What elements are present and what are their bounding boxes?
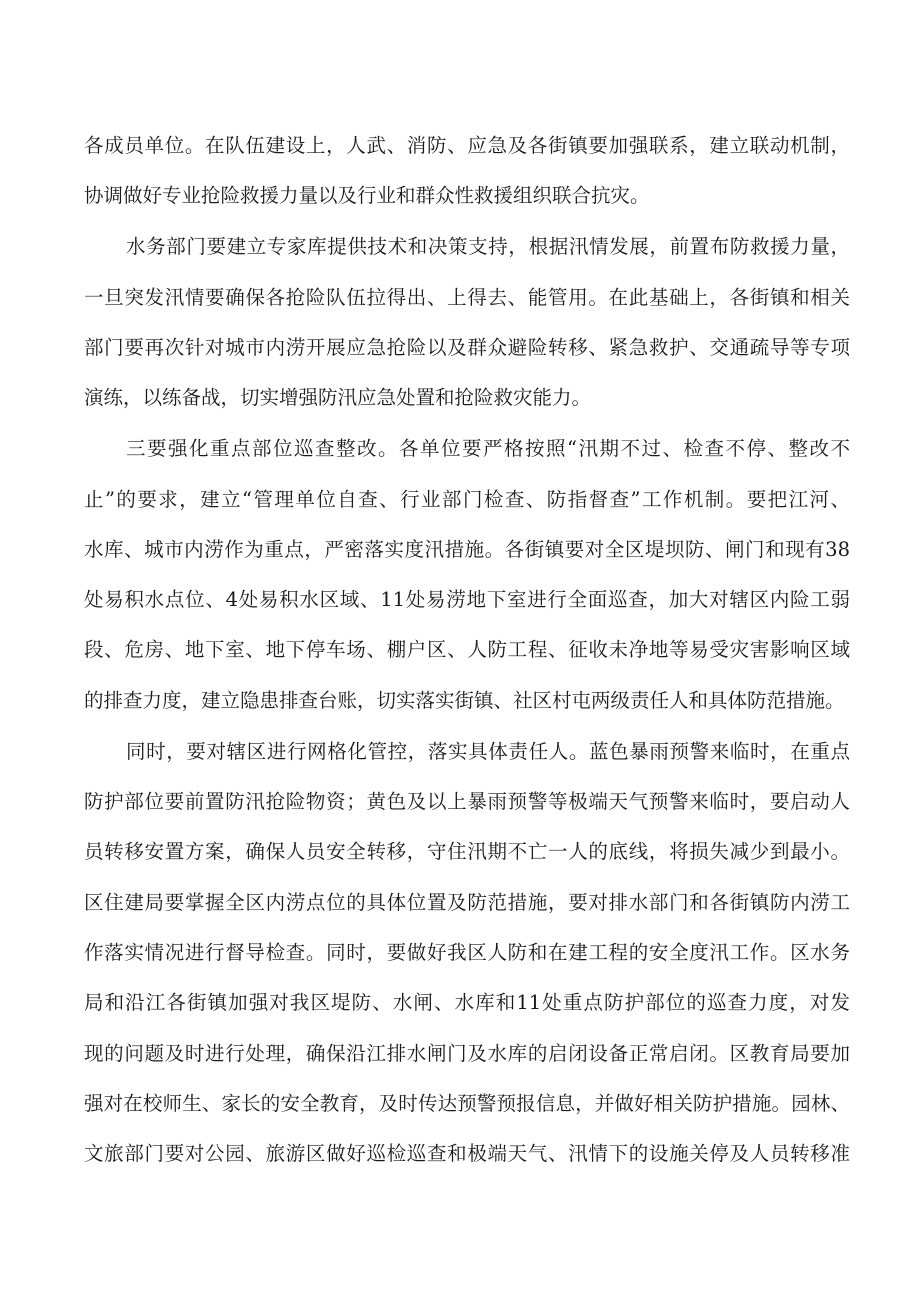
paragraph-1-line-1: 各成员单位。在队伍建设上，人武、消防、应急及各街镇要加强联系，建立联动机制， bbox=[84, 134, 850, 157]
paragraph-2-line-3: 部门要再次针对城市内涝开展应急抢险以及群众避险转移、紧急救护、交通疏导等专项 bbox=[84, 336, 850, 359]
paragraph-3-line-1: 三要强化重点部位巡查整改。各单位要严格按照“汛期不过、检查不停、整改不 bbox=[126, 437, 850, 460]
paragraph-3-line-4: 处易积水点位、4处易积水区域、11处易涝地下室进行全面巡查，加大对辖区内险工弱 bbox=[84, 588, 850, 611]
paragraph-2-line-2: 一旦突发汛情要确保各抢险队伍拉得出、上得去、能管用。在此基础上，各街镇和相关 bbox=[84, 286, 850, 309]
paragraph-3-line-3: 水库、城市内涝作为重点，严密落实度汛措施。各街镇要对全区堤坝防、闸门和现有38 bbox=[84, 538, 850, 561]
paragraph-4-line-5: 作落实情况进行督导检查。同时，要做好我区人防和在建工程的安全度汛工作。区水务 bbox=[84, 941, 850, 964]
paragraph-2-line-4: 演练，以练备战，切实增强防汛应急处置和抢险救灾能力。 bbox=[84, 386, 592, 409]
paragraph-3-line-6: 的排查力度，建立隐患排查台账，切实落实街镇、社区村屯两级责任人和具体防范措施。 bbox=[84, 689, 845, 712]
paragraph-4-line-4: 区住建局要掌握全区内涝点位的具体位置及防范措施，要对排水部门和各街镇防内涝工 bbox=[84, 891, 850, 914]
paragraph-4-line-3: 员转移安置方案，确保人员安全转移，守住汛期不亡一人的底线，将损失减少到最小。 bbox=[84, 840, 850, 863]
paragraph-2-line-1: 水务部门要建立专家库提供技术和决策支持，根据汛情发展，前置布防救援力量， bbox=[126, 235, 850, 258]
paragraph-4-line-2: 防护部位要前置防汛抢险物资；黄色及以上暴雨预警等极端天气预警来临时，要启动人 bbox=[84, 790, 850, 813]
paragraph-4-line-9: 文旅部门要对公园、旅游区做好巡检巡查和极端天气、汛情下的设施关停及人员转移准 bbox=[84, 1142, 850, 1165]
paragraph-3-line-5: 段、危房、地下室、地下停车场、棚户区、人防工程、征收未净地等易受灾害影响区域 bbox=[84, 638, 850, 661]
paragraph-4-line-6: 局和沿江各街镇加强对我区堤防、水闸、水库和11处重点防护部位的巡查力度，对发 bbox=[84, 991, 850, 1014]
paragraph-4-line-8: 强对在校师生、家长的安全教育，及时传达预警预报信息，并做好相关防护措施。园林、 bbox=[84, 1092, 850, 1115]
paragraph-4-line-1: 同时，要对辖区进行网格化管控，落实具体责任人。蓝色暴雨预警来临时，在重点 bbox=[126, 740, 850, 763]
paragraph-3-line-2: 止”的要求，建立“管理单位自查、行业部门检查、防指督查”工作机制。要把江河、 bbox=[84, 488, 850, 511]
paragraph-1-line-2: 协调做好专业抢险救援力量以及行业和群众性救援组织联合抗灾。 bbox=[84, 184, 650, 207]
paragraph-4-line-7: 现的问题及时进行处理，确保沿江排水闸门及水库的启闭设备正常启闭。区教育局要加 bbox=[84, 1042, 850, 1065]
